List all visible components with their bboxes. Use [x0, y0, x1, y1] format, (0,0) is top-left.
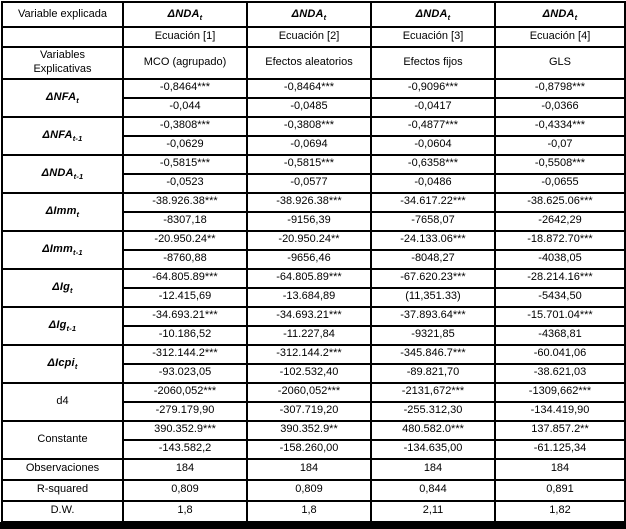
stderr-cell: -307.719,20	[247, 402, 371, 421]
coef-cell: -0,3808***	[123, 117, 247, 136]
method-label-3: Efectos fijos	[371, 47, 495, 79]
coef-cell: -38.926.38***	[123, 193, 247, 212]
stderr-cell: -143.582,2	[123, 440, 247, 459]
coef-cell: -18.872.70***	[495, 231, 625, 250]
math-variable-label: $\Delta NDA_t$	[167, 7, 203, 22]
variable-label-cell	[2, 231, 123, 269]
stat-value-cell: 1,8	[123, 501, 247, 522]
stat-value-cell: 0,809	[123, 480, 247, 501]
variable-label-cell	[2, 421, 123, 459]
stat-label-cell: R-squared	[2, 480, 123, 501]
coef-cell: -0,9096***	[371, 79, 495, 98]
stderr-cell: -0,044	[123, 98, 247, 117]
coef-cell: -0,8464***	[247, 79, 371, 98]
stderr-cell: -10.186,52	[123, 326, 247, 345]
math-variable-label: $\Delta NDA_t$	[415, 7, 451, 22]
stderr-cell: -12.415,69	[123, 288, 247, 307]
variable-label-cell	[2, 345, 123, 383]
variable-label-cell	[2, 117, 123, 155]
stat-row-d-w-	[2, 501, 625, 522]
empty-header-cell	[2, 27, 123, 47]
coef-cell: -60.041,06	[495, 345, 625, 364]
coef-cell: -38.625.06***	[495, 193, 625, 212]
coef-cell: -0,5815***	[123, 155, 247, 174]
coef-cell: -20.950.24**	[247, 231, 371, 250]
coefficient-row	[2, 383, 625, 402]
stderr-cell: -2642,29	[495, 212, 625, 231]
stat-row-r-squared	[2, 480, 625, 501]
variable-label-cell	[2, 269, 123, 307]
stderr-cell: -0,0523	[123, 174, 247, 193]
stat-value-cell: 184	[123, 459, 247, 480]
regression-results-table	[1, 1, 626, 523]
header-row-dependent-variable	[2, 2, 625, 27]
header-row-methods	[2, 47, 625, 79]
variable-label-cell	[2, 193, 123, 231]
coef-cell: -64.805.89***	[247, 269, 371, 288]
method-label-2: Efectos aleatorios	[247, 47, 371, 79]
coefficient-row	[2, 231, 625, 250]
stderr-cell: -158.260,00	[247, 440, 371, 459]
equation-label-4: Ecuación [4]	[495, 27, 625, 47]
math-variable-label: $\Delta NDA_t$	[291, 7, 327, 22]
dependent-variable-cell-3	[371, 2, 495, 27]
coefficient-row	[2, 155, 625, 174]
stderr-cell: -0,0417	[371, 98, 495, 117]
stat-value-cell: 0,809	[247, 480, 371, 501]
coef-cell: -64.805.89***	[123, 269, 247, 288]
coefficient-row	[2, 193, 625, 212]
stat-value-cell: 184	[247, 459, 371, 480]
math-variable-label: ΔImm$_{t-1}$	[42, 242, 83, 257]
stderr-cell: -9656,46	[247, 250, 371, 269]
coef-cell: -0,3808***	[247, 117, 371, 136]
coef-cell: -37.893.64***	[371, 307, 495, 326]
coef-cell: -34.693.21***	[247, 307, 371, 326]
dependent-variable-cell-1	[123, 2, 247, 27]
coef-cell: -0,5815***	[247, 155, 371, 174]
stderr-cell: -9156,39	[247, 212, 371, 231]
math-variable-label: $\Delta NFA_t$	[46, 90, 79, 105]
stderr-cell: -38.621,03	[495, 364, 625, 383]
math-variable-label: ΔImm$_t$	[45, 204, 80, 219]
stderr-cell: -13.684,89	[247, 288, 371, 307]
math-variable-label: ΔIg$_t$	[52, 280, 73, 295]
coefficient-row	[2, 345, 625, 364]
stderr-cell: -5434,50	[495, 288, 625, 307]
coef-cell: 480.582.0***	[371, 421, 495, 440]
stderr-cell: -0,0604	[371, 136, 495, 155]
coefficient-row	[2, 269, 625, 288]
stderr-cell: -0,0694	[247, 136, 371, 155]
stat-value-cell: 2,11	[371, 501, 495, 522]
stderr-cell: -0,0366	[495, 98, 625, 117]
coef-cell: -20.950.24**	[123, 231, 247, 250]
stat-value-cell: 1,82	[495, 501, 625, 522]
dependent-variable-cell-2	[247, 2, 371, 27]
coef-cell: -345.846.7***	[371, 345, 495, 364]
stat-row-observaciones	[2, 459, 625, 480]
variable-label-cell	[2, 383, 123, 421]
variables-explicativas-label: Variables Explicativas	[33, 49, 92, 75]
method-label-1: MCO (agrupado)	[123, 47, 247, 79]
stderr-cell: -255.312,30	[371, 402, 495, 421]
stderr-cell: -89.821,70	[371, 364, 495, 383]
coef-cell: -2131,672***	[371, 383, 495, 402]
equation-label-1: Ecuación [1]	[123, 27, 247, 47]
stderr-cell: -102.532,40	[247, 364, 371, 383]
stderr-cell: -134.419,90	[495, 402, 625, 421]
coefficient-row	[2, 117, 625, 136]
coef-cell: 390.352.9**	[247, 421, 371, 440]
stderr-cell: -11.227,84	[247, 326, 371, 345]
stat-label-cell: D.W.	[2, 501, 123, 522]
stderr-cell: -4038,05	[495, 250, 625, 269]
coef-cell: -0,8798***	[495, 79, 625, 98]
stderr-cell: -61.125,34	[495, 440, 625, 459]
coef-cell: -1309,662***	[495, 383, 625, 402]
coef-cell: -0,5508***	[495, 155, 625, 174]
stderr-cell: -0,0577	[247, 174, 371, 193]
stderr-cell: -93.023,05	[123, 364, 247, 383]
coef-cell: -2060,052***	[247, 383, 371, 402]
math-variable-label: ΔIg$_{t-1}$	[48, 318, 77, 333]
coef-cell: -67.620.23***	[371, 269, 495, 288]
coef-cell: 390.352.9***	[123, 421, 247, 440]
stderr-cell: -0,0486	[371, 174, 495, 193]
plain-variable-label: Constante	[37, 432, 88, 445]
coef-cell: -0,8464***	[123, 79, 247, 98]
coef-cell: -15.701.04***	[495, 307, 625, 326]
stderr-cell: -279.179,90	[123, 402, 247, 421]
math-variable-label: $\Delta NFA_{t-1}$	[42, 128, 83, 143]
coef-cell: -0,6358***	[371, 155, 495, 174]
equation-label-3: Ecuación [3]	[371, 27, 495, 47]
variable-label-cell	[2, 79, 123, 117]
stderr-cell: -9321,85	[371, 326, 495, 345]
variable-label-cell	[2, 307, 123, 345]
math-variable-label: $\Delta NDA_{t-1}$	[41, 166, 84, 181]
coef-cell: -38.926.38***	[247, 193, 371, 212]
variable-explicada-label: Variable explicada	[2, 2, 123, 27]
results-table-body	[2, 2, 625, 522]
stat-value-cell: 0,891	[495, 480, 625, 501]
coef-cell: -24.133.06***	[371, 231, 495, 250]
math-variable-label: $\Delta NDA_t$	[542, 7, 578, 22]
stderr-cell: -0,0485	[247, 98, 371, 117]
stat-value-cell: 184	[495, 459, 625, 480]
coef-cell: -312.144.2***	[247, 345, 371, 364]
stderr-cell: -4368,81	[495, 326, 625, 345]
equation-label-2: Ecuación [2]	[247, 27, 371, 47]
variable-label-cell	[2, 155, 123, 193]
variables-explicativas-cell	[2, 47, 123, 79]
coef-cell: -34.617.22***	[371, 193, 495, 212]
stderr-cell: -134.635,00	[371, 440, 495, 459]
coefficient-row	[2, 307, 625, 326]
stat-value-cell: 0,844	[371, 480, 495, 501]
dependent-variable-cell-4	[495, 2, 625, 27]
math-variable-label: ΔIcpi$_t$	[47, 356, 78, 371]
coef-cell: -28.214.16***	[495, 269, 625, 288]
plain-variable-label: d4	[56, 394, 69, 407]
stat-value-cell: 1,8	[247, 501, 371, 522]
stat-label-cell: Observaciones	[2, 459, 123, 480]
coef-cell: -0,4877***	[371, 117, 495, 136]
stderr-cell: -8307,18	[123, 212, 247, 231]
method-label-4: GLS	[495, 47, 625, 79]
coef-cell: -2060,052***	[123, 383, 247, 402]
coefficient-row	[2, 79, 625, 98]
stderr-cell: -0,0629	[123, 136, 247, 155]
stderr-cell: -0,07	[495, 136, 625, 155]
header-row-equations	[2, 27, 625, 47]
coef-cell: 137.857.2**	[495, 421, 625, 440]
stat-value-cell: 184	[371, 459, 495, 480]
coefficient-row	[2, 421, 625, 440]
stderr-cell: -8048,27	[371, 250, 495, 269]
stderr-cell: (11,351.33)	[371, 288, 495, 307]
coef-cell: -0,4334***	[495, 117, 625, 136]
stderr-cell: -0,0655	[495, 174, 625, 193]
stderr-cell: -8760,88	[123, 250, 247, 269]
bottom-border-bar	[0, 522, 626, 529]
stderr-cell: -7658,07	[371, 212, 495, 231]
coef-cell: -34.693.21***	[123, 307, 247, 326]
coef-cell: -312.144.2***	[123, 345, 247, 364]
